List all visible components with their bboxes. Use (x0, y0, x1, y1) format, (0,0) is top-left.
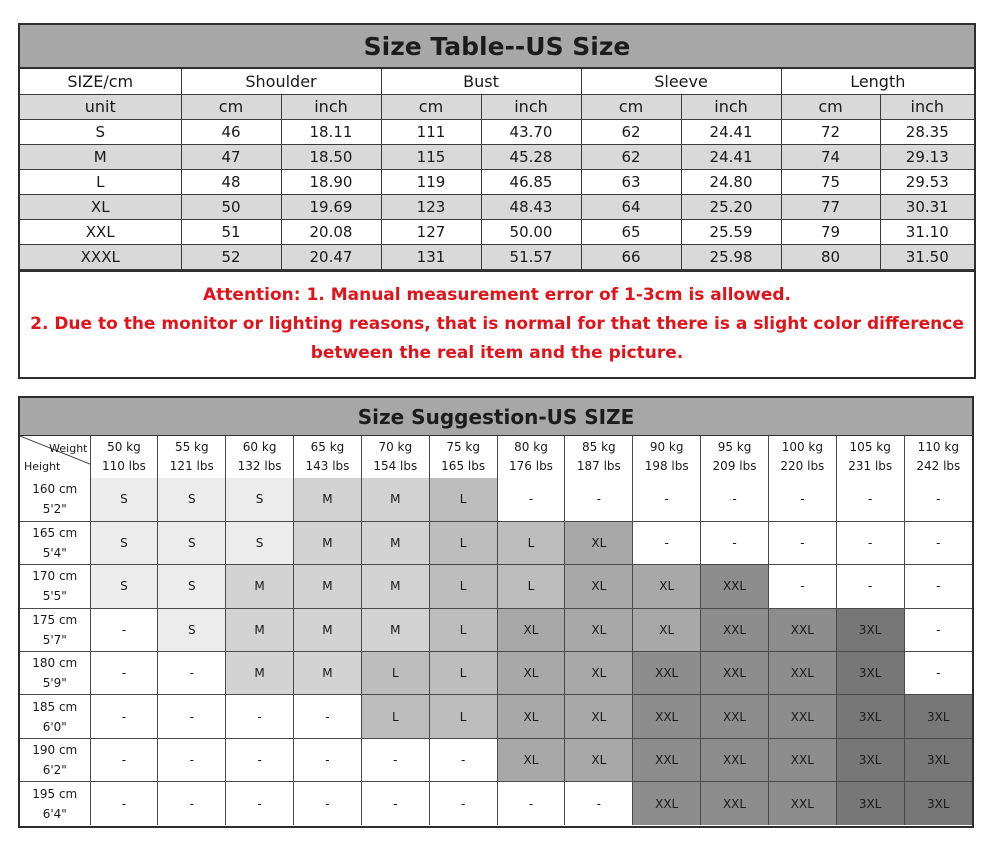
size-suggestion-cell: - (633, 478, 701, 521)
height-header-cell (20, 565, 90, 608)
unit-cell: inch (481, 94, 581, 119)
size-label: XXXL (20, 244, 181, 269)
height-cm: 185 cm (32, 699, 78, 714)
size-suggestion-cell: - (497, 478, 565, 521)
measurement-cell: 75 (781, 169, 880, 194)
measurement-cell: 43.70 (481, 119, 581, 144)
size-suggestion-cell: XXL (701, 652, 769, 695)
size-row (20, 194, 974, 219)
measurement-cell: 62 (581, 144, 681, 169)
measurement-cell: 62 (581, 119, 681, 144)
size-suggestion-cell: - (836, 478, 904, 521)
size-label: M (20, 144, 181, 169)
attention-notes (20, 270, 974, 368)
measurement-cell: 52 (181, 244, 281, 269)
size-table-title: Size Table--US Size (20, 25, 974, 69)
size-suggestion-cell: - (836, 565, 904, 608)
size-suggestion-cell: - (90, 738, 158, 781)
weight-header-cell (768, 436, 836, 478)
corner-weight-label: Weight (49, 442, 88, 455)
weight-header-cell (633, 436, 701, 478)
size-suggestion-cell: XL (565, 565, 633, 608)
size-suggestion-cell: - (226, 738, 294, 781)
header-shoulder: Shoulder (181, 69, 381, 94)
measurement-cell: 19.69 (281, 194, 381, 219)
weight-lbs: 176 lbs (509, 459, 553, 473)
size-suggestion-cell: - (294, 782, 362, 825)
size-suggestion-cell: - (90, 695, 158, 738)
height-row (20, 608, 972, 651)
size-suggestion-grid (20, 436, 972, 825)
height-cm: 165 cm (32, 526, 78, 541)
size-suggestion-cell: L (429, 695, 497, 738)
height-cm: 190 cm (32, 743, 78, 758)
note-line-3: between the real item and the picture. (310, 342, 684, 363)
size-suggestion-cell: - (429, 738, 497, 781)
size-suggestion-cell: - (904, 478, 972, 521)
height-header-cell (20, 782, 90, 825)
size-suggestion-cell: - (701, 521, 769, 564)
size-suggestion-cell: XXL (633, 695, 701, 738)
size-suggestion-cell: - (768, 565, 836, 608)
measurement-cell: 18.50 (281, 144, 381, 169)
height-row (20, 738, 972, 781)
size-table-header-row (20, 69, 974, 94)
size-suggestion-cell: - (226, 782, 294, 825)
weight-header-cell (226, 436, 294, 478)
measurement-cell: 31.50 (880, 244, 974, 269)
size-suggestion-cell: S (90, 521, 158, 564)
size-suggestion-cell: M (294, 652, 362, 695)
measurement-cell: 47 (181, 144, 281, 169)
size-suggestion-cell: S (226, 521, 294, 564)
size-suggestion-cell: 3XL (904, 738, 972, 781)
size-suggestion-cell: - (904, 652, 972, 695)
size-suggestion-cell: XL (565, 521, 633, 564)
unit-cell: cm (181, 94, 281, 119)
size-row (20, 219, 974, 244)
weight-kg: 100 kg (781, 440, 823, 454)
size-suggestion-cell: M (361, 478, 429, 521)
size-suggestion-cell: XXL (768, 695, 836, 738)
size-suggestion-cell: XXL (633, 738, 701, 781)
weight-kg: 80 kg (514, 440, 548, 454)
measurement-cell: 28.35 (880, 119, 974, 144)
size-suggestion-cell: - (904, 608, 972, 651)
size-suggestion-cell: L (497, 565, 565, 608)
size-suggestion-cell: - (836, 521, 904, 564)
weight-lbs: 187 lbs (576, 459, 621, 473)
height-cm: 160 cm (32, 482, 78, 497)
measurement-cell: 119 (381, 169, 481, 194)
note-line-2: 2. Due to the monitor or lighting reasons, that is normal for that there is a slight color difference (30, 313, 964, 334)
size-suggestion-cell: XL (565, 695, 633, 738)
measurement-cell: 65 (581, 219, 681, 244)
weight-kg: 70 kg (378, 440, 413, 454)
size-suggestion-title: Size Suggestion-US SIZE (20, 398, 972, 436)
height-cm: 180 cm (32, 656, 78, 671)
header-length: Length (781, 69, 974, 94)
measurement-cell: 45.28 (481, 144, 581, 169)
size-suggestion-cell: - (361, 738, 429, 781)
size-suggestion-cell: - (90, 608, 158, 651)
measurement-cell: 64 (581, 194, 681, 219)
size-suggestion-cell: XL (633, 608, 701, 651)
measurement-cell: 25.59 (681, 219, 781, 244)
size-suggestion-cell: S (226, 478, 294, 521)
weight-kg: 50 kg (107, 440, 141, 454)
weight-kg: 105 kg (849, 440, 891, 454)
size-suggestion-cell: M (361, 608, 429, 651)
size-suggestion-cell: L (497, 521, 565, 564)
size-suggestion-cell: - (158, 738, 226, 781)
unit-cell: cm (381, 94, 481, 119)
size-table-unit-row (20, 94, 974, 119)
size-suggestion-cell: 3XL (836, 738, 904, 781)
height-header-cell (20, 652, 90, 695)
note-line-1: Attention: 1. Manual measurement error of 1-3cm is allowed. (203, 284, 791, 305)
size-suggestion-cell: - (904, 565, 972, 608)
weight-header-cell (158, 436, 226, 478)
measurement-cell: 123 (381, 194, 481, 219)
size-suggestion-cell: - (429, 782, 497, 825)
size-suggestion-cell: 3XL (904, 782, 972, 825)
measurement-cell: 24.80 (681, 169, 781, 194)
size-suggestion-cell: M (226, 652, 294, 695)
height-header-cell (20, 521, 90, 564)
height-ft: 5'7" (42, 632, 67, 647)
size-suggestion-cell: XXL (768, 738, 836, 781)
size-suggestion-cell: 3XL (836, 608, 904, 651)
weight-kg: 85 kg (582, 440, 616, 454)
size-suggestion-cell: - (565, 782, 633, 825)
size-suggestion-cell: M (294, 565, 362, 608)
weight-header-cell (701, 436, 769, 478)
measurement-cell: 24.41 (681, 119, 781, 144)
weight-kg: 110 kg (917, 440, 959, 454)
size-row (20, 244, 974, 269)
size-suggestion-cell: - (294, 738, 362, 781)
height-row (20, 652, 972, 695)
size-suggestion-cell: XL (497, 608, 565, 651)
size-suggestion-cell: M (294, 521, 362, 564)
size-suggestion-cell: S (90, 478, 158, 521)
size-suggestion-cell: XXL (633, 652, 701, 695)
size-suggestion-cell: L (361, 652, 429, 695)
size-suggestion-cell: L (429, 478, 497, 521)
measurement-cell: 72 (781, 119, 880, 144)
height-ft: 6'4" (42, 806, 67, 821)
weight-header-cell (90, 436, 158, 478)
size-label: S (20, 119, 181, 144)
measurement-cell: 74 (781, 144, 880, 169)
size-suggestion-cell: - (701, 478, 769, 521)
size-table (18, 23, 976, 379)
weight-kg: 55 kg (174, 440, 209, 454)
header-bust: Bust (381, 69, 581, 94)
weight-header-row (20, 436, 972, 478)
header-size: SIZE/cm (20, 69, 181, 94)
weight-header-cell (429, 436, 497, 478)
measurement-cell: 25.20 (681, 194, 781, 219)
weight-lbs: 198 lbs (644, 459, 689, 473)
measurement-cell: 29.53 (880, 169, 974, 194)
size-suggestion-cell: XXL (701, 608, 769, 651)
measurement-cell: 77 (781, 194, 880, 219)
size-suggestion-cell: - (158, 782, 226, 825)
measurement-cell: 30.31 (880, 194, 974, 219)
height-header-cell (20, 608, 90, 651)
size-suggestion-cell: - (633, 521, 701, 564)
weight-lbs: 220 lbs (780, 459, 825, 473)
weight-lbs: 209 lbs (712, 459, 757, 473)
unit-cell: inch (880, 94, 974, 119)
measurement-cell: 51 (181, 219, 281, 244)
size-suggestion-cell: - (904, 521, 972, 564)
measurement-cell: 48 (181, 169, 281, 194)
size-suggestion-cell: XXL (768, 782, 836, 825)
size-suggestion-cell: M (226, 565, 294, 608)
weight-header-cell (565, 436, 633, 478)
header-sleeve: Sleeve (581, 69, 781, 94)
size-label: XL (20, 194, 181, 219)
size-label: XXL (20, 219, 181, 244)
size-suggestion-cell: 3XL (836, 652, 904, 695)
measurement-cell: 111 (381, 119, 481, 144)
size-suggestion-cell: L (429, 521, 497, 564)
measurement-cell: 66 (581, 244, 681, 269)
size-row (20, 119, 974, 144)
weight-lbs: 242 lbs (916, 459, 961, 473)
size-table-grid (20, 69, 974, 270)
measurement-cell: 79 (781, 219, 880, 244)
size-suggestion-cell: XXL (633, 782, 701, 825)
weight-header-cell (361, 436, 429, 478)
weight-kg: 95 kg (717, 440, 752, 454)
height-ft: 5'5" (42, 589, 67, 604)
measurement-cell: 48.43 (481, 194, 581, 219)
height-ft: 5'4" (42, 546, 67, 561)
size-suggestion-table (18, 396, 974, 828)
measurement-cell: 20.47 (281, 244, 381, 269)
size-suggestion-cell: - (90, 782, 158, 825)
height-row (20, 565, 972, 608)
weight-header-cell (904, 436, 972, 478)
height-ft: 5'2" (42, 502, 67, 517)
size-suggestion-cell: M (226, 608, 294, 651)
size-row (20, 169, 974, 194)
unit-label: unit (20, 94, 181, 119)
size-suggestion-cell: S (158, 478, 226, 521)
height-row (20, 695, 972, 738)
size-suggestion-cell: XL (497, 652, 565, 695)
size-row (20, 144, 974, 169)
measurement-cell: 80 (781, 244, 880, 269)
size-suggestion-cell: XL (497, 695, 565, 738)
weight-kg: 75 kg (446, 440, 480, 454)
height-ft: 6'0" (42, 719, 67, 734)
weight-lbs: 165 lbs (441, 459, 486, 473)
weight-header-cell (497, 436, 565, 478)
size-suggestion-cell: XL (497, 738, 565, 781)
weight-lbs: 132 lbs (237, 459, 282, 473)
size-suggestion-cell: - (90, 652, 158, 695)
size-suggestion-cell: S (158, 521, 226, 564)
size-suggestion-cell: L (361, 695, 429, 738)
size-suggestion-cell: 3XL (836, 695, 904, 738)
measurement-cell: 51.57 (481, 244, 581, 269)
size-suggestion-cell: L (429, 652, 497, 695)
height-ft: 5'9" (42, 676, 67, 691)
measurement-cell: 20.08 (281, 219, 381, 244)
size-suggestion-cell: M (294, 478, 362, 521)
measurement-cell: 24.41 (681, 144, 781, 169)
size-suggestion-cell: XL (565, 738, 633, 781)
measurement-cell: 131 (381, 244, 481, 269)
size-suggestion-cell: - (565, 478, 633, 521)
measurement-cell: 46.85 (481, 169, 581, 194)
height-row (20, 521, 972, 564)
size-suggestion-cell: M (294, 608, 362, 651)
size-suggestion-cell: - (158, 652, 226, 695)
size-suggestion-cell: S (158, 608, 226, 651)
height-ft: 6'2" (42, 763, 67, 778)
size-suggestion-cell: XL (633, 565, 701, 608)
weight-kg: 60 kg (242, 440, 277, 454)
size-suggestion-cell: - (226, 695, 294, 738)
height-cm: 170 cm (32, 569, 78, 584)
size-suggestion-cell: S (158, 565, 226, 608)
unit-cell: inch (281, 94, 381, 119)
corner-cell (20, 436, 90, 478)
weight-lbs: 231 lbs (848, 459, 893, 473)
size-suggestion-cell: XXL (768, 608, 836, 651)
height-header-cell (20, 738, 90, 781)
measurement-cell: 127 (381, 219, 481, 244)
size-suggestion-cell: - (768, 521, 836, 564)
size-label: L (20, 169, 181, 194)
height-header-cell (20, 478, 90, 521)
size-suggestion-cell: - (294, 695, 362, 738)
measurement-cell: 50 (181, 194, 281, 219)
height-row (20, 478, 972, 521)
weight-header-cell (294, 436, 362, 478)
weight-kg: 65 kg (310, 440, 345, 454)
unit-cell: cm (781, 94, 880, 119)
size-suggestion-cell: XXL (768, 652, 836, 695)
size-suggestion-cell: 3XL (836, 782, 904, 825)
measurement-cell: 18.11 (281, 119, 381, 144)
measurement-cell: 31.10 (880, 219, 974, 244)
height-cm: 195 cm (32, 786, 78, 801)
unit-cell: inch (681, 94, 781, 119)
size-suggestion-cell: M (361, 521, 429, 564)
weight-lbs: 121 lbs (169, 459, 214, 473)
size-suggestion-cell: - (497, 782, 565, 825)
corner-height-label: Height (24, 460, 61, 473)
weight-lbs: 143 lbs (305, 459, 350, 473)
size-suggestion-cell: L (429, 608, 497, 651)
height-cm: 175 cm (32, 612, 78, 627)
size-suggestion-cell: M (361, 565, 429, 608)
size-suggestion-cell: XL (565, 608, 633, 651)
measurement-cell: 115 (381, 144, 481, 169)
size-suggestion-cell: S (90, 565, 158, 608)
measurement-cell: 46 (181, 119, 281, 144)
height-header-cell (20, 695, 90, 738)
size-suggestion-cell: - (361, 782, 429, 825)
measurement-cell: 25.98 (681, 244, 781, 269)
measurement-cell: 18.90 (281, 169, 381, 194)
size-suggestion-cell: L (429, 565, 497, 608)
size-suggestion-cell: XXL (701, 565, 769, 608)
measurement-cell: 29.13 (880, 144, 974, 169)
size-suggestion-cell: XXL (701, 695, 769, 738)
weight-lbs: 154 lbs (373, 459, 418, 473)
height-row (20, 782, 972, 825)
size-suggestion-cell: XXL (701, 782, 769, 825)
measurement-cell: 50.00 (481, 219, 581, 244)
size-suggestion-cell: - (768, 478, 836, 521)
size-suggestion-cell: - (158, 695, 226, 738)
size-suggestion-cell: XL (565, 652, 633, 695)
unit-cell: cm (581, 94, 681, 119)
weight-lbs: 110 lbs (101, 459, 146, 473)
weight-header-cell (836, 436, 904, 478)
weight-kg: 90 kg (649, 440, 684, 454)
size-suggestion-cell: XXL (701, 738, 769, 781)
measurement-cell: 63 (581, 169, 681, 194)
size-suggestion-cell: 3XL (904, 695, 972, 738)
